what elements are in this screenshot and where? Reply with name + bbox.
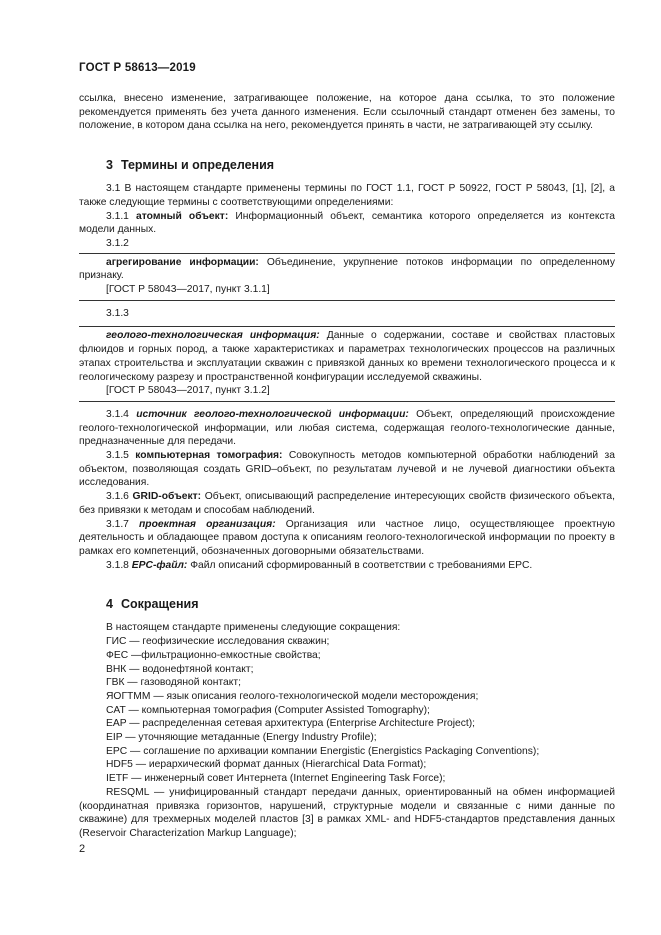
term-3-1-3 — [79, 329, 615, 384]
term-name: проектная организация: — [139, 518, 276, 530]
abbreviation-item: EIP — уточняющие метаданные (Energy Industry Profile); — [106, 732, 377, 744]
term-3-1-7 — [79, 518, 615, 559]
term-definition: Данные о содержании, составе и свойствах пластовых флюидов и горных пород, а также характеристиках и параметрах технологических процессов на различных этапах строительства и эксплуатации скважин с привязкой данных ко времени технологического процесса и к геологическому разрезу и пространственной конфигурации исследуемой скважины. — [79, 330, 615, 383]
abbreviation-item: CAT — компьютерная томография (Computer Assisted Tomography); — [106, 704, 430, 716]
abbreviation-item: ФЕС —фильтрационно-емкостные свойства; — [106, 649, 321, 661]
section-3-number: 3 — [106, 158, 113, 173]
term-definition: Объединение, укрупнение потоков информации по определенному признаку. — [79, 256, 615, 282]
abbreviation-item: ЯОГТММ — язык описания геолого-технологической модели месторождения; — [106, 690, 479, 702]
term-3-1-2-box — [79, 253, 615, 301]
term-number: 3.1.4 — [106, 408, 129, 420]
term-3-1-3-box — [79, 326, 615, 402]
term-3-1-2 — [79, 256, 615, 283]
term-3-1-3-number: 3.1.3 — [106, 307, 129, 319]
clause-3-1: 3.1 В настоящем стандарте применены термины по ГОСТ 1.1, ГОСТ Р 50922, ГОСТ Р 58043, [1], [2], а также следующие термины с соответствующими определениями: — [79, 183, 615, 208]
term-number: 3.1.5 — [106, 450, 129, 462]
term-3-1-5 — [79, 449, 615, 490]
section-4-heading — [79, 596, 615, 612]
intro-paragraph: ссылка, внесено изменение, затрагивающее положение, на которое дана ссылка, то это положение рекомендуется применять без учета данного изменения. Если ссылочный стандарт отменен без замены, то положение, в котором дана ссылка на него, рекомендуется принять в части, не затрагивающей эту ссылку. — [79, 93, 615, 132]
term-definition: Совокупность методов компьютерной обработки наблюдений за объектом, позволяющая создать GRID–объект, по результатам лучевой и не лучевой диагностики объекта исследования. — [79, 450, 615, 489]
abbreviation-item: ГВК — газоводяной контакт; — [106, 677, 241, 689]
abbreviation-item: HDF5 — иерархический формат данных (Hierarchical Data Format); — [106, 759, 427, 771]
abbreviation-item: EAP — распределенная сетевая архитектура (Enterprise Architecture Project); — [106, 718, 476, 730]
term-number: 3.1.1 — [106, 210, 129, 222]
term-3-1-8 — [79, 559, 615, 573]
section-3-title: Термины и определения — [120, 158, 275, 173]
term-name: агрегирование информации: — [106, 256, 259, 268]
abbreviation-item: ГИС — геофизические исследования скважин; — [106, 636, 330, 648]
term-3-1-2-number: 3.1.2 — [106, 237, 129, 249]
term-definition: Объект, определяющий происхождение геолого-технологической информации, или любая система, содержащая геолого-технологические данные, предназначенные для передачи. — [79, 408, 615, 448]
term-definition: Организация или частное лицо, осуществляющее проектную деятельность и обладающее правом доступа к описаниям геолого-технологической информации по проекту в рамках его компетенций, обозначенных договорными обязательствами. — [79, 518, 615, 557]
term-3-1-6 — [79, 490, 615, 517]
section-3-heading — [79, 157, 615, 173]
section-4-title: Сокращения — [120, 597, 199, 612]
term-3-1-1 — [79, 210, 615, 237]
term-source: [ГОСТ Р 58043—2017, пункт 3.1.2] — [106, 385, 270, 397]
term-definition: Информационный объект, семантика которого определяется из контекста модели данных. — [79, 210, 615, 236]
term-number: 3.1.7 — [106, 518, 129, 530]
term-name: компьютерная томография: — [135, 450, 283, 462]
term-3-1-4 — [79, 408, 615, 449]
abbreviation-item: ВНК — водонефтяной контакт; — [106, 663, 254, 675]
term-definition: Объект, описывающий распределение интересующих свойств физического объекта, без привязки к методам и способам наблюдений. — [79, 491, 615, 516]
term-number: 3.1.6 — [106, 491, 129, 503]
term-name: геолого-технологическая информация: — [106, 330, 320, 342]
abbreviation-item: RESQML — унифицированный стандарт передачи данных, ориентированный на обмен информацией (координатная привязка горизонтов, нарушений, структурные модели и связанные с ними данные по скважине) для трехмерных моделей пластов [3] в рамках XML- and HDF5-стандартов представления данных (Reservoir Characterization Markup Language); — [79, 786, 615, 839]
term-name: GRID-объект: — [132, 491, 202, 503]
term-source: [ГОСТ Р 58043—2017, пункт 3.1.1] — [106, 284, 270, 296]
term-number: 3.1.8 — [106, 559, 129, 571]
term-name: атомный объект: — [136, 210, 229, 222]
page-number: 2 — [79, 843, 86, 855]
abbreviation-item: EPC — соглашение по архивации компании Energistic (Energistics Packaging Conventions); — [106, 745, 540, 757]
page-content — [79, 92, 615, 841]
abbreviation-item: IETF — инженерный совет Интернета (Internet Engineering Task Force); — [106, 773, 446, 785]
document-header: ГОСТ Р 58613—2019 — [79, 62, 196, 74]
section-4-number: 4 — [106, 597, 113, 612]
term-definition: Файл описаний сформированный в соответствии с требованиями EPC. — [190, 559, 533, 571]
abbreviations-intro: В настоящем стандарте применены следующие сокращения: — [106, 622, 401, 634]
term-name: источник геолого-технологической информации: — [136, 408, 409, 420]
term-name: EPC-файл: — [131, 559, 188, 571]
